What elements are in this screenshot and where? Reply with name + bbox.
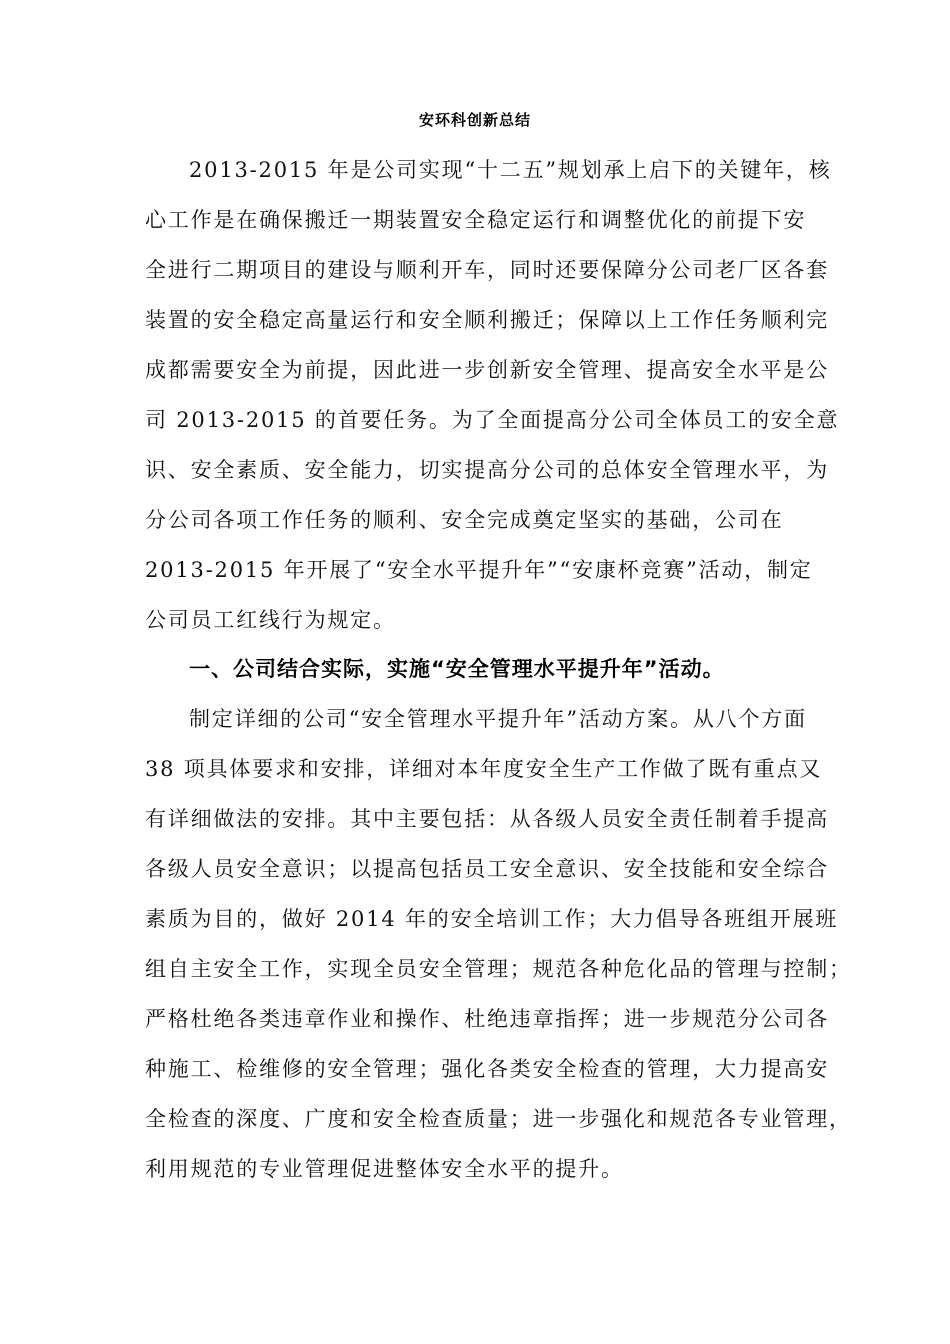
paragraph-line: 2013-2015 年开展了“安全水平提升年”“安康杯竞赛”活动，制定: [145, 558, 813, 582]
paragraph-line: 心工作是在确保搬迁一期装置安全稳定运行和调整优化的前提下安: [145, 208, 807, 232]
paragraph-line: 种施工、检维修的安全管理；强化各类安全检查的管理，大力提高安: [145, 1057, 829, 1081]
paragraph-line: 有详细做法的安排。其中主要包括：从各级人员安全责任制着手提高: [145, 807, 829, 831]
paragraph-line: 公司员工红线行为规定。: [145, 608, 396, 632]
paragraph-line: 38 项具体要求和安排，详细对本年度安全生产工作做了既有重点又: [145, 757, 823, 781]
paragraph-line: 严格杜绝各类违章作业和操作、杜绝违章指挥；进一步规范分公司各: [145, 1007, 829, 1031]
paragraph-line: 全检查的深度、广度和安全检查质量；进一步强化和规范各专业管理，: [145, 1107, 852, 1131]
section-heading-1: 一、公司结合实际，实施“安全管理水平提升年”活动。: [189, 657, 725, 681]
paragraph-line: 素质为目的，做好 2014 年的安全培训工作；大力倡导各班组开展班: [145, 907, 839, 931]
paragraph-line: 2013-2015 年是公司实现“十二五”规划承上启下的关键年，核: [189, 158, 832, 182]
paragraph-line: 利用规范的专业管理促进整体安全水平的提升。: [145, 1157, 624, 1181]
paragraph-line: 识、安全素质、安全能力，切实提高分公司的总体安全管理水平，为: [145, 458, 829, 482]
paragraph-2: [145, 694, 852, 1194]
paragraph-line: 装置的安全稳定高量运行和安全顺利搬迁；保障以上工作任务顺利完: [145, 308, 829, 332]
paragraph-line: 成都需要安全为前提，因此进一步创新安全管理、提高安全水平是公: [145, 358, 829, 382]
document-title: 安环科创新总结: [418, 111, 531, 129]
paragraph-line: 司 2013-2015 的首要任务。为了全面提高分公司全体员工的安全意: [145, 408, 840, 432]
paragraph-line: 制定详细的公司“安全管理水平提升年”活动方案。从八个方面: [189, 707, 807, 731]
paragraph-line: 分公司各项工作任务的顺利、安全完成奠定坚实的基础，公司在: [145, 508, 784, 532]
paragraph-line: 全进行二期项目的建设与顺利开车，同时还要保障分公司老厂区各套: [145, 258, 829, 282]
paragraph-1: [145, 145, 840, 645]
paragraph-line: 各级人员安全意识；以提高包括员工安全意识、安全技能和安全综合: [145, 857, 829, 881]
paragraph-line: 组自主安全工作，实现全员安全管理；规范各种危化品的管理与控制；: [145, 957, 852, 981]
